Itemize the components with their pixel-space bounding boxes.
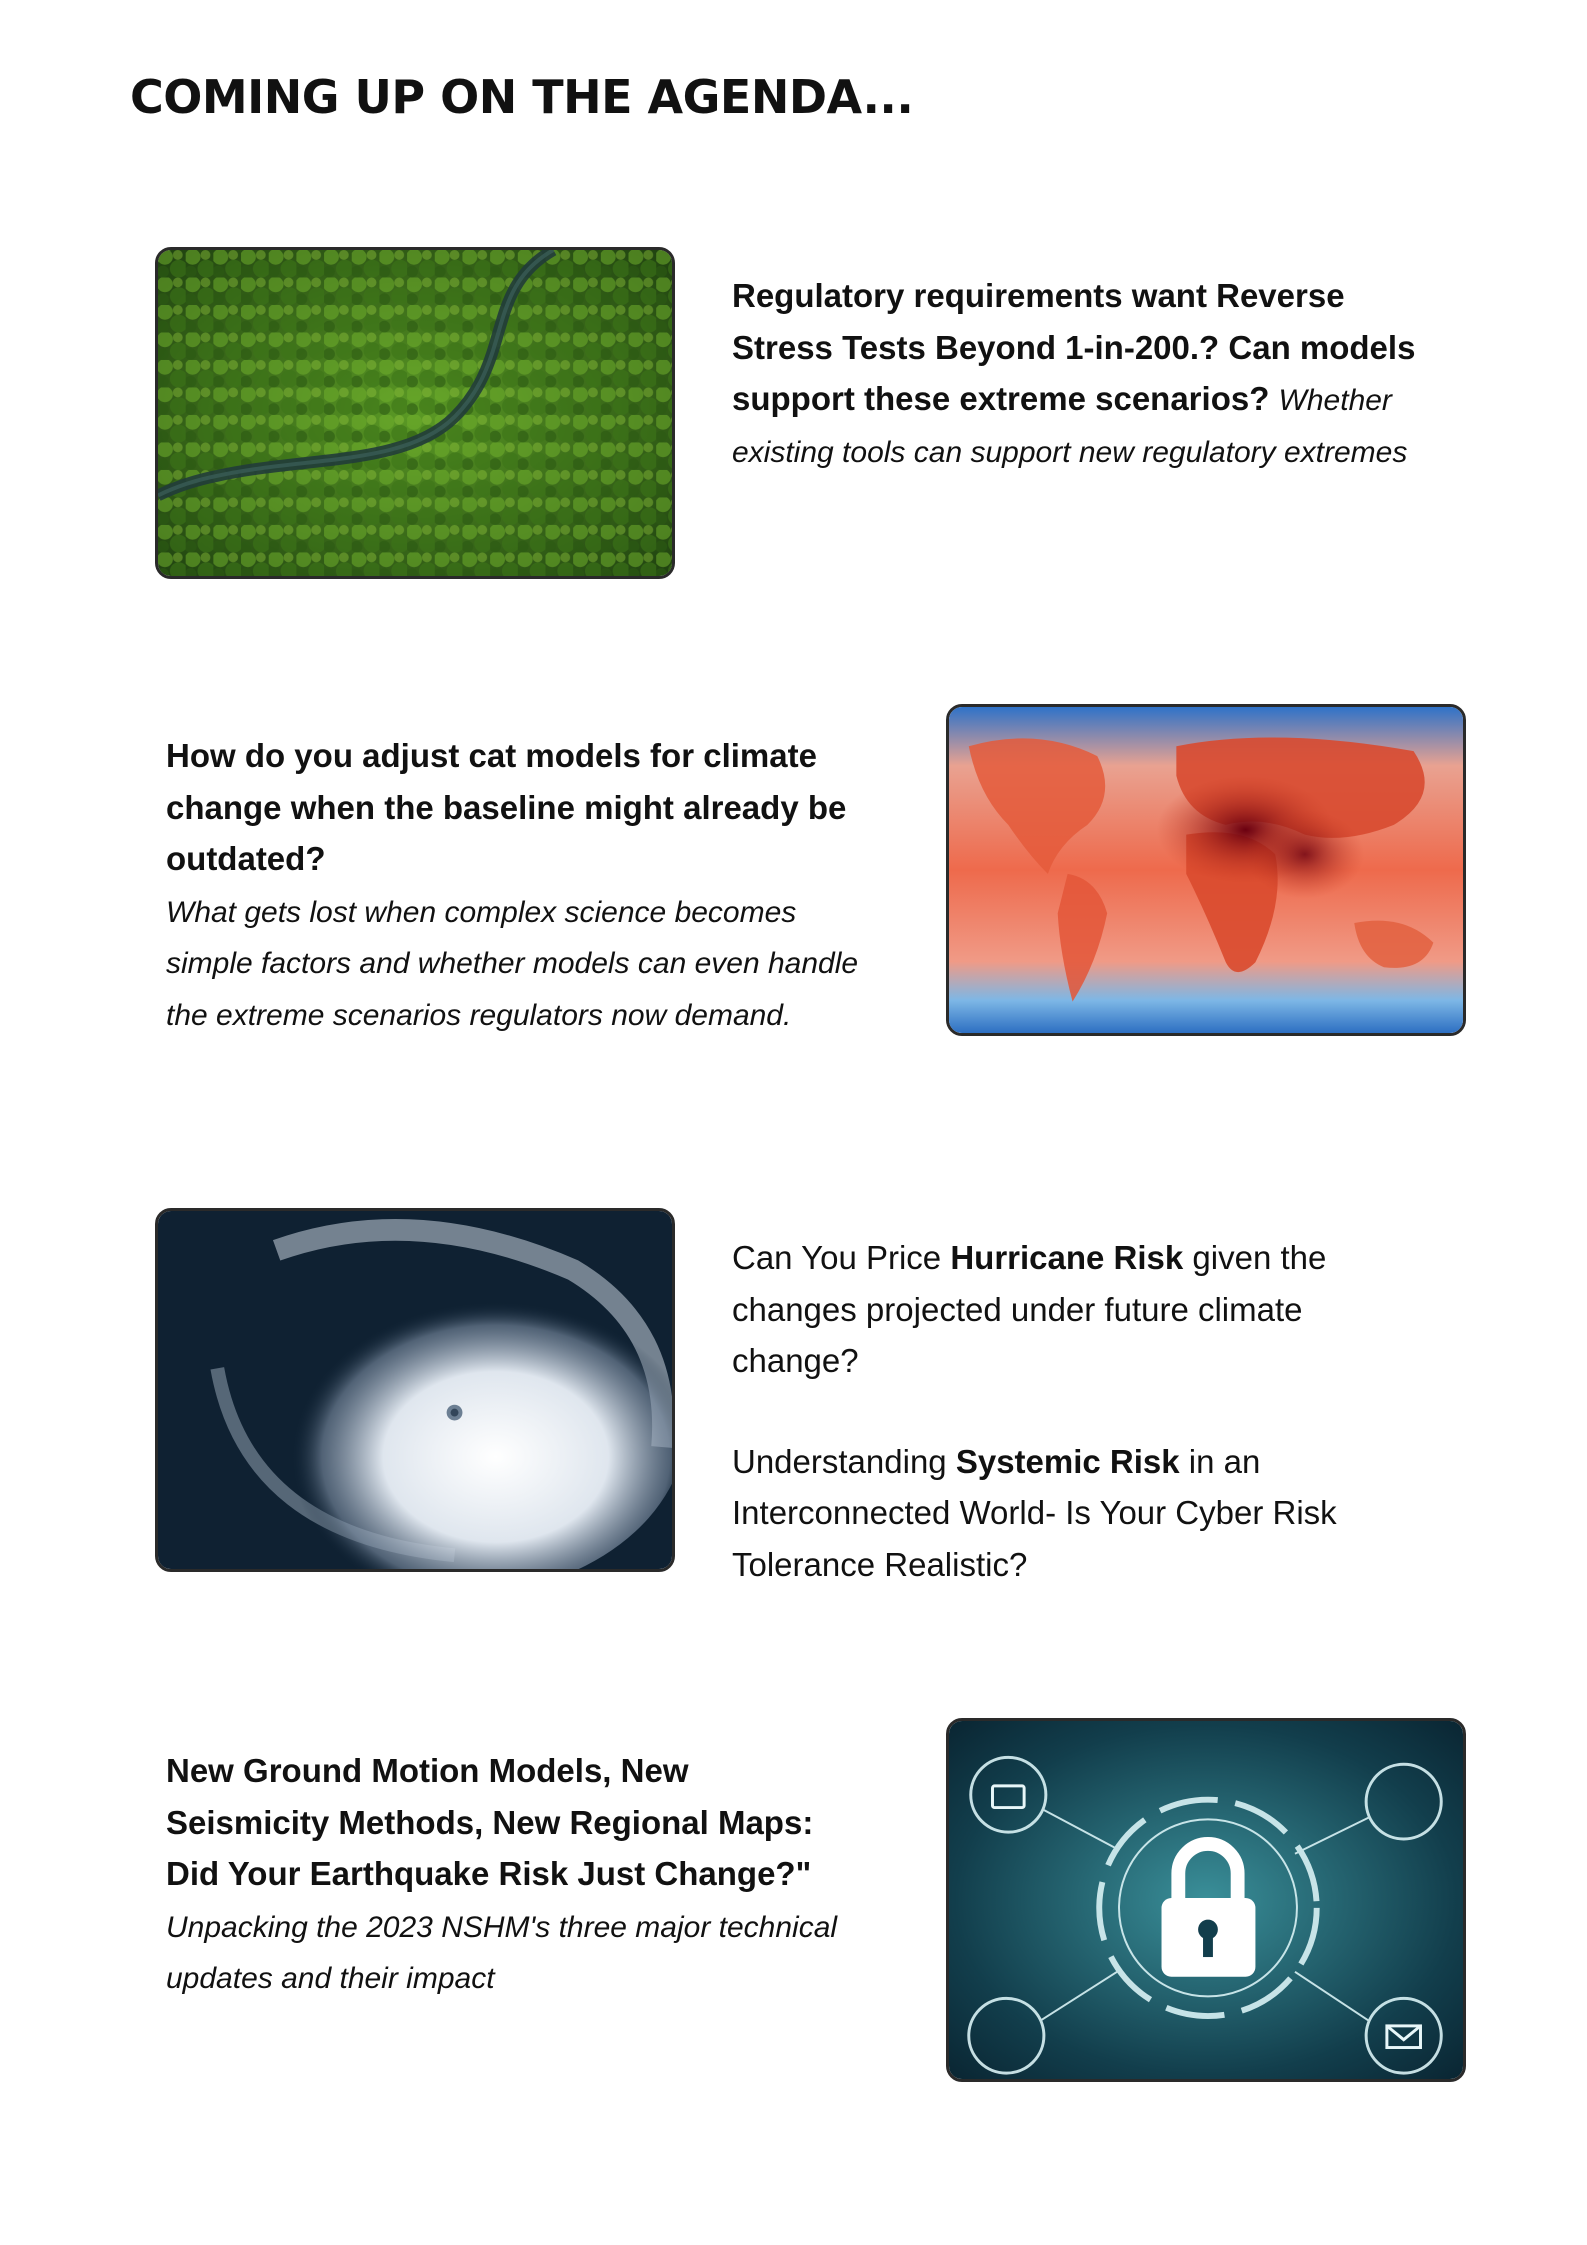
hurricane-paragraph: Can You Price Hurricane Risk given the changes projected under future climate change? — [732, 1239, 1327, 1379]
agenda-item-1-subtitle: Whether existing tools can support new regulatory extremes — [732, 384, 1408, 469]
forest-river-image — [155, 247, 675, 579]
systemic-risk-emphasis: Systemic Risk — [955, 1442, 1180, 1480]
agenda-item-4-subtitle: Unpacking the 2023 NSHM's three major technical updates and their impact — [166, 1910, 838, 1995]
agenda-item-1-heading: Regulatory requirements want Reverse Stress Tests Beyond 1-in-200.? Can models support these extreme scenarios? — [732, 277, 1416, 417]
agenda-item-2-subtitle: What gets lost when complex science becomes simple factors and whether models can even handle the extreme scenarios regulators now demand. — [166, 895, 859, 1032]
agenda-item-1-text — [732, 270, 1432, 476]
systemic-risk-paragraph: Understanding Systemic Risk in an Interconnected World- Is Your Cyber Risk Tolerance Realistic? — [732, 1442, 1337, 1583]
agenda-item-2-text — [166, 730, 866, 1039]
hurricane-image — [155, 1208, 675, 1572]
climate-map-image — [946, 704, 1466, 1036]
agenda-item-4-text — [166, 1745, 856, 2003]
hurricane-risk-emphasis: Hurricane Risk — [950, 1239, 1184, 1276]
agenda-item-3-text — [732, 1232, 1432, 1590]
agenda-item-2-heading: How do you adjust cat models for climate change when the baseline might already be outdated? — [166, 737, 847, 877]
cyber-lock-image — [946, 1718, 1466, 2082]
agenda-item-4-heading: New Ground Motion Models, New Seismicity Methods, New Regional Maps: Did Your Earthquake Risk Just Change?" — [166, 1752, 814, 1892]
page-title: COMING UP ON THE AGENDA... — [130, 70, 914, 124]
